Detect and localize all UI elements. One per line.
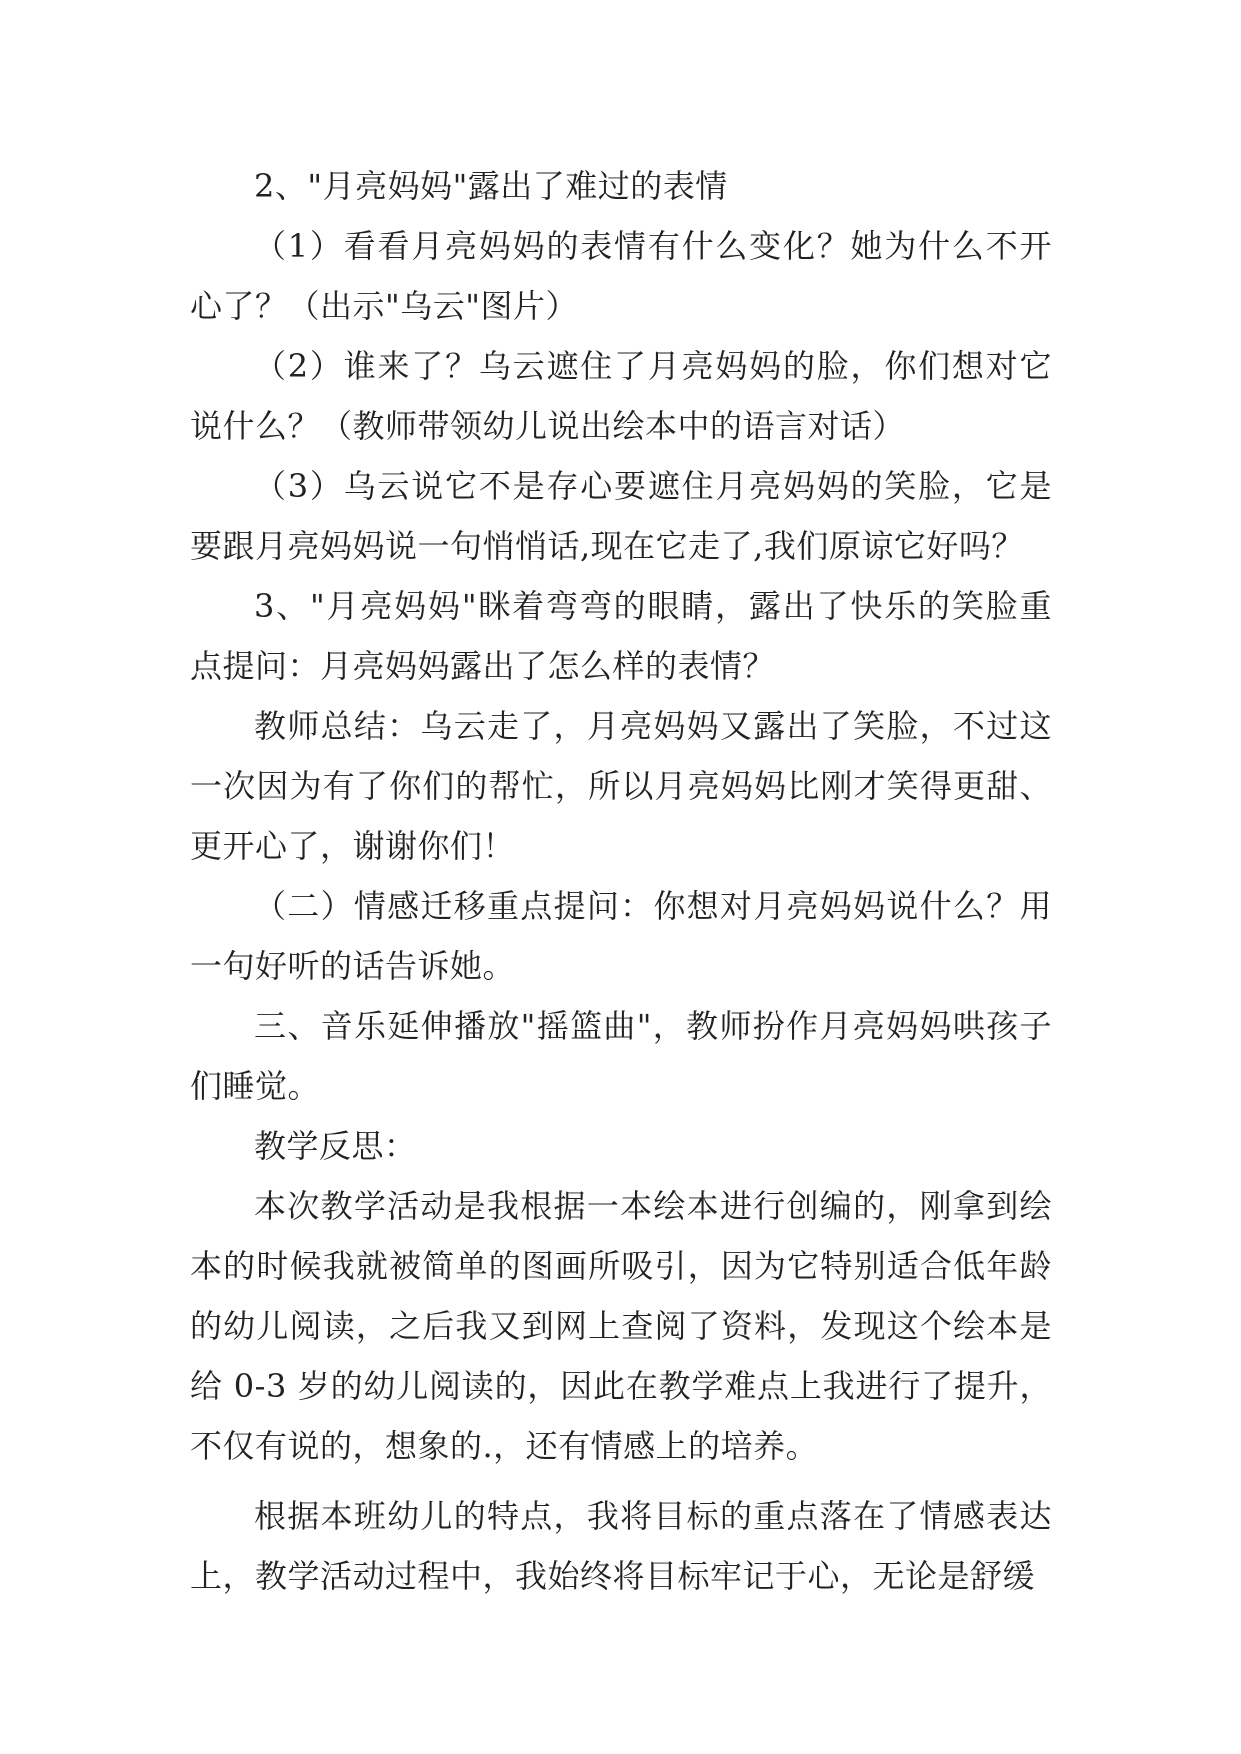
paragraph-question-1: （1）看看月亮妈妈的表情有什么变化？她为什么不开心了？（出示"乌云"图片） <box>190 227 1052 325</box>
paragraph-reflection-heading: 教学反思： <box>254 1127 417 1165</box>
document-body <box>190 156 1052 1606</box>
paragraph-emotion-transfer: （二）情感迁移重点提问：你想对月亮妈妈说什么？用一句好听的话告诉她。 <box>190 887 1052 985</box>
paragraph-teacher-summary: 教师总结：乌云走了，月亮妈妈又露出了笑脸，不过这一次因为有了你们的帮忙，所以月亮妈妈比刚才笑得更甜、更开心了，谢谢你们！ <box>190 707 1052 865</box>
paragraph-question-2: （2）谁来了？乌云遮住了月亮妈妈的脸，你们想对它说什么？（教师带领幼儿说出绘本中的语言对话） <box>190 347 1052 445</box>
paragraph-section-3: 3、"月亮妈妈"眯着弯弯的眼睛，露出了快乐的笑脸重点提问：月亮妈妈露出了怎么样的表情？ <box>190 587 1052 685</box>
paragraph-question-3: （3）乌云说它不是存心要遮住月亮妈妈的笑脸，它是要跟月亮妈妈说一句悄悄话,现在它走了,我们原谅它好吗？ <box>190 467 1052 565</box>
paragraph-reflection-1: 本次教学活动是我根据一本绘本进行创编的，刚拿到绘本的时候我就被简单的图画所吸引，因为它特别适合低年龄的幼儿阅读，之后我又到网上查阅了资料，发现这个绘本是给 0-3 岁的幼儿阅读的，因此在教学难点上我进行了提升，不仅有说的，想象的.，还有情感上的培养。 <box>190 1187 1052 1465</box>
paragraph-section-2-title: 2、"月亮妈妈"露出了难过的表情 <box>254 167 728 205</box>
paragraph-music-extension: 三、音乐延伸播放"摇篮曲"，教师扮作月亮妈妈哄孩子们睡觉。 <box>190 1007 1052 1105</box>
paragraph-reflection-2: 根据本班幼儿的特点，我将目标的重点落在了情感表达上，教学活动过程中，我始终将目标牢记于心，无论是舒缓 <box>190 1497 1052 1595</box>
